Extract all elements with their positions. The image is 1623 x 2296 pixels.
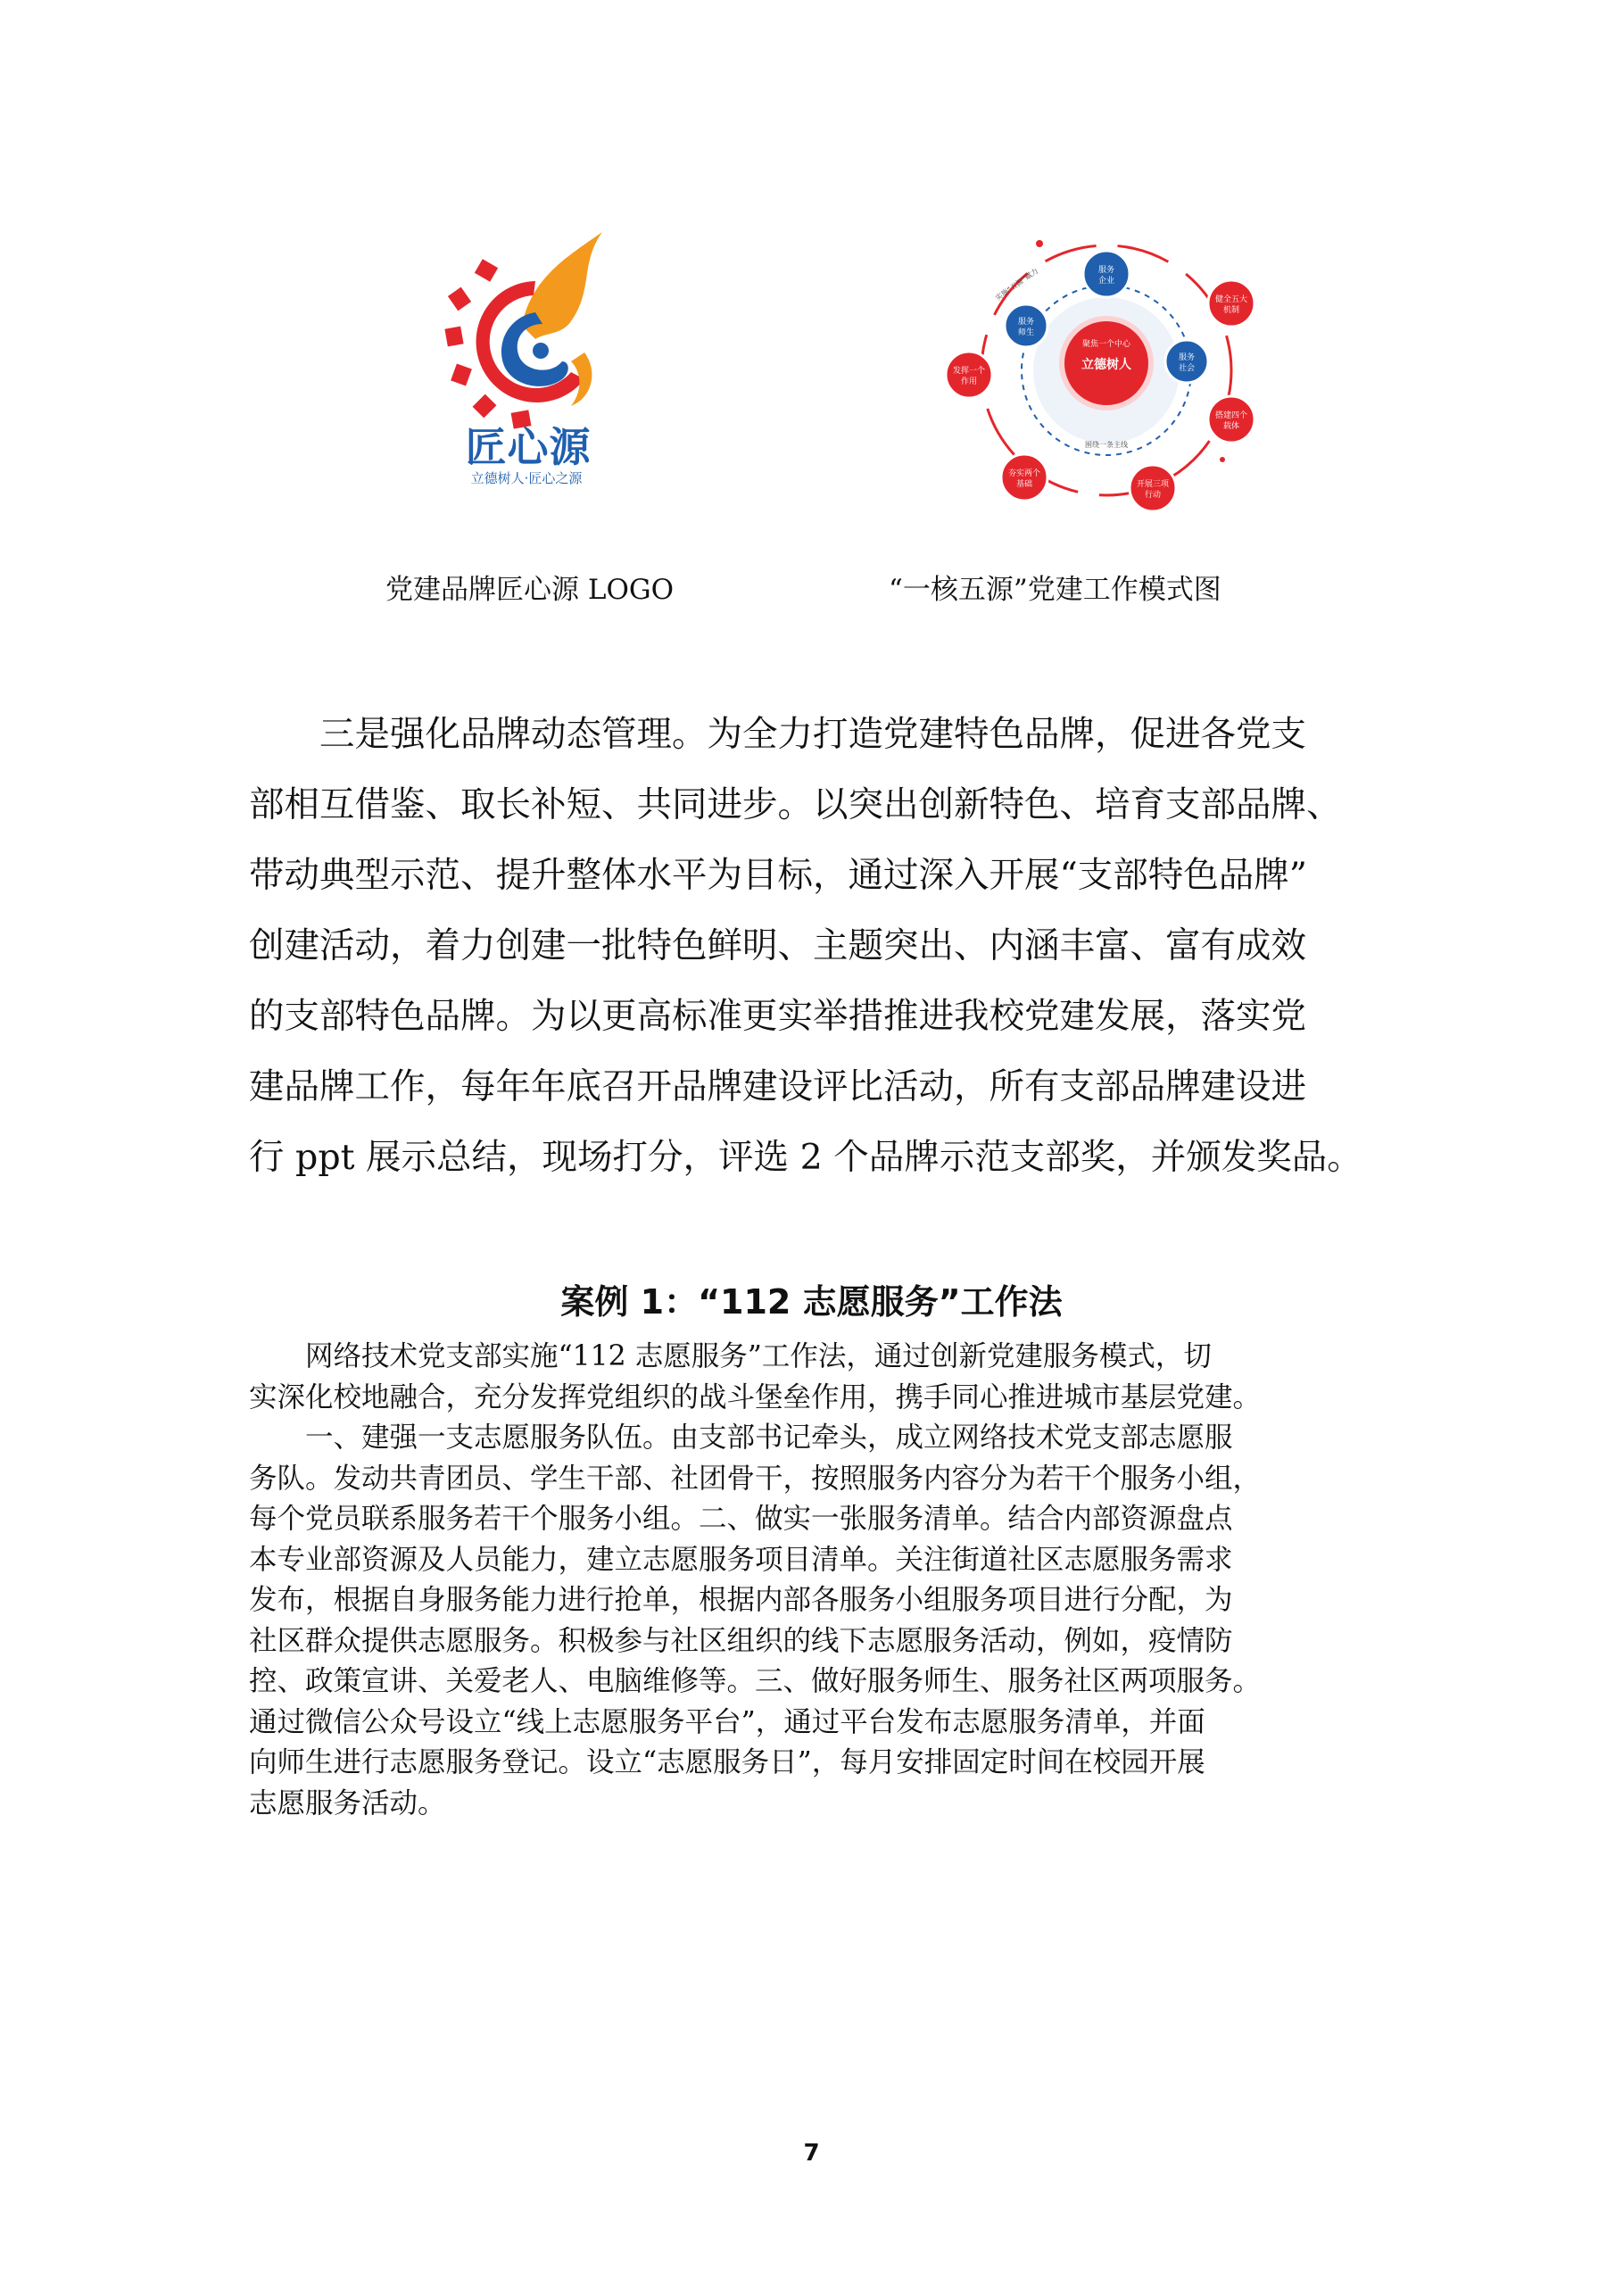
svg-text:基础: 基础 xyxy=(1015,480,1033,489)
svg-text:夯实两个: 夯实两个 xyxy=(1007,469,1041,478)
svg-text:服务: 服务 xyxy=(1017,318,1035,327)
svg-text:作用: 作用 xyxy=(960,377,978,386)
brand-logo-slogan: 立德树人·匠心之源 xyxy=(470,470,583,486)
paragraph-line: 带动典型示范、提升整体水平为目标，通过深入开展“支部特色品牌” xyxy=(249,855,1307,896)
paragraph-line: 建品牌工作，每年年底召开品牌建设评比活动，所有支部品牌建设进 xyxy=(249,1066,1306,1107)
case-line: 社区群众提供志愿服务。积极参与社区组织的线下志愿服务活动，例如，疫情防 xyxy=(249,1624,1233,1657)
case-body xyxy=(249,1337,1380,1824)
model-inner-node-3 xyxy=(1165,340,1208,383)
paragraph-line: 创建活动，着力创建一批特色鲜明、主题突出、内涵丰富、富有成效 xyxy=(249,925,1306,966)
svg-text:搭建四个: 搭建四个 xyxy=(1214,411,1248,420)
model-outer-node-1 xyxy=(1208,280,1255,327)
case-line: 本专业部资源及人员能力，建立志愿服务项目清单。关注街道社区志愿服务需求 xyxy=(249,1543,1233,1576)
svg-text:发挥一个: 发挥一个 xyxy=(952,367,986,376)
case-line: 向师生进行志愿服务登记。设立“志愿服务日”，每月安排固定时间在校园开展 xyxy=(249,1746,1205,1778)
brand-logo-wordmark: 匠心源 xyxy=(465,423,592,471)
logo-caption: 党建品牌匠心源 LOGO xyxy=(385,574,675,606)
paragraph-line: 的支部特色品牌。为以更高标准更实举措推进我校党建发展，落实党 xyxy=(249,996,1306,1037)
paragraph-line: 部相互借鉴、取长补短、共同进步。以突出创新特色、培育支部品牌、 xyxy=(249,784,1342,825)
case-line: 发布，根据自身服务能力进行抢单，根据内部各服务小组服务项目进行分配，为 xyxy=(249,1584,1233,1616)
case-line: 志愿服务活动。 xyxy=(249,1786,446,1819)
svg-text:社会: 社会 xyxy=(1178,364,1196,373)
model-arc-bottom: 围绕一条主线 xyxy=(1085,441,1128,449)
case-line: 通过微信公众号设立“线上志愿服务平台”，通过平台发布志愿服务清单，并面 xyxy=(249,1705,1205,1738)
model-center-top: 聚焦一个中心 xyxy=(1081,340,1131,349)
case-line: 一、建强一支志愿服务队伍。由支部书记牵头，成立网络技术党支部志愿服 xyxy=(305,1422,1233,1454)
svg-text:企业: 企业 xyxy=(1097,277,1115,286)
paragraph-line: 行 ppt 展示总结，现场打分，评选 2 个品牌示范支部奖，并颁发奖品。 xyxy=(249,1137,1362,1178)
case-line: 网络技术党支部实施“112 志愿服务”工作法，通过创新党建服务模式，切 xyxy=(305,1340,1212,1372)
svg-text:服务: 服务 xyxy=(1178,353,1196,362)
svg-text:服务: 服务 xyxy=(1097,266,1115,275)
model-caption: “一核五源”党建工作模式图 xyxy=(889,574,1221,606)
svg-text:行动: 行动 xyxy=(1144,491,1162,500)
model-center-label: 立德树人 xyxy=(1081,358,1131,372)
model-outer-node-2 xyxy=(1208,396,1255,443)
model-outer-node-5 xyxy=(946,352,992,398)
model-inner-node-2 xyxy=(1005,304,1047,347)
svg-text:开展三项: 开展三项 xyxy=(1136,480,1170,489)
model-inner-node-1 xyxy=(1083,251,1130,297)
paragraph-line: 三是强化品牌动态管理。为全力打造党建特色品牌，促进各党支 xyxy=(319,714,1306,755)
case-line: 务队。发动共青团员、学生干部、社团骨干，按照服务内容分为若干个服务小组， xyxy=(249,1462,1262,1495)
model-outer-node-3 xyxy=(1130,465,1176,511)
case-line: 实深化校地融合，充分发挥党组织的战斗堡垒作用，携手同心推进城市基层党建。 xyxy=(249,1380,1262,1413)
model-diagram xyxy=(928,228,1285,522)
case-line: 控、政策宣讲、关爱老人、电脑维修等。三、做好服务师生、服务社区两项服务。 xyxy=(249,1665,1262,1697)
svg-text:健全五大: 健全五大 xyxy=(1214,295,1248,304)
page-number: 7 xyxy=(803,2140,820,2167)
svg-text:机制: 机制 xyxy=(1222,306,1240,315)
brand-management-paragraph xyxy=(249,700,1382,1193)
svg-text:师生: 师生 xyxy=(1017,328,1035,337)
case-title: 案例 1：“112 志愿服务”工作法 xyxy=(560,1282,1063,1322)
model-outer-node-4 xyxy=(1001,454,1047,501)
model-arc-top: 实施“五源”赋力 xyxy=(993,266,1040,303)
svg-text:载体: 载体 xyxy=(1222,422,1240,431)
case-line: 每个党员联系服务若干个服务小组。二、做实一张服务清单。结合内部资源盘点 xyxy=(249,1503,1233,1535)
brand-logo-figure xyxy=(437,228,616,486)
